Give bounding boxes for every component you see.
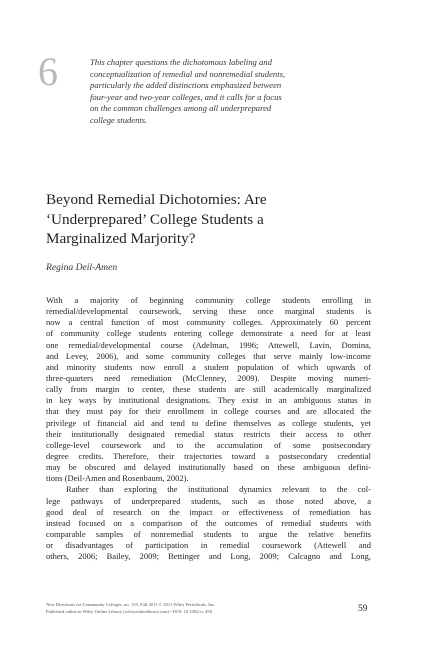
title-line: Marginalized Marjority? <box>46 230 196 247</box>
body-line: one remedial/developmental course (Adelman, 1996; Attewell, Lavin, Domina, <box>46 339 371 350</box>
body-line: or disadvantages of participation in remedial coursework (Attewell and <box>46 540 371 551</box>
body-line: instead focused on a comparison of the outcomes of remedial students with <box>46 517 371 528</box>
author-name: Regina Deil-Amen <box>46 262 118 273</box>
title-line: Beyond Remedial Dichotomies: Are <box>46 191 267 208</box>
body-line: college-level coursework and to the accumulation of some postsecondary <box>46 439 371 450</box>
body-line: three-quarters need remediation (McClenney, 2009). Despite moving numeri- <box>46 372 371 383</box>
body-line: tions (Deil-Amen and Rosenbaum, 2002). <box>46 473 189 484</box>
body-line: now a central function of most community colleges. Approximately 60 percent <box>46 317 371 328</box>
body-line: With a majority of beginning community college students enrolling in <box>46 295 371 305</box>
page-number: 59 <box>358 604 368 614</box>
body-line: privilege of financial aid and tend to define themselves as college students, yet <box>46 417 371 428</box>
page-footer <box>46 601 376 615</box>
paragraph-2 <box>46 484 371 562</box>
body-line: in key ways by institutional designations. They exist in an ambiguous status in <box>46 395 371 406</box>
body-line: of community college students entering college demonstrate a need for at least <box>46 328 371 339</box>
abstract-line: particularly the added distinctions emphasized between <box>90 80 282 91</box>
chapter-number: 6 <box>38 49 58 94</box>
footer-doi-line: Published online in Wiley Online Library (wileyonlinelibrary.com) • DOI: 10.1002/cc.458 <box>46 609 212 614</box>
body-line: Rather than exploring the institutional dynamics relevant to the col- <box>66 484 371 495</box>
abstract-line: college students. <box>90 114 148 125</box>
body-line: their institutionally designated remedial status restricts their access to other <box>46 428 371 439</box>
title-line: ‘Underprepared’ College Students a <box>46 210 264 228</box>
chapter-title <box>46 190 386 249</box>
body-line: degree credits. Therefore, their trajectories toward a postsecondary credential <box>46 450 371 461</box>
body-line: good deal of research on the impact or effectiveness of remediation has <box>46 506 371 517</box>
paragraph-1 <box>46 295 371 484</box>
body-line: that they must pay for their enrollment in college courses and are allocated the <box>46 406 371 417</box>
body-text <box>46 295 371 562</box>
body-line: may be obscured and delayed institutionally based on these ambiguous defini- <box>46 462 371 473</box>
abstract-line: This chapter questions the dichotomous labeling and <box>90 57 272 67</box>
body-line: others, 2006; Bailey, 2009; Bettinger and Long, 2009; Calcagno and Long, <box>46 551 371 562</box>
footer-publication-line: New Directions for Community Colleges, no. 155, Fall 2011 © 2011 Wiley Periodicals, Inc. <box>46 602 216 607</box>
body-line: and minority students now enroll a student population of which upwards of <box>46 361 371 372</box>
abstract-line: conceptualization of remedial and nonremedial students, <box>90 68 286 79</box>
abstract-line: four-year and two-year colleges, and it calls for a focus <box>90 91 282 102</box>
body-line: lege pathways of underprepared students, such as those noted above, a <box>46 495 371 506</box>
body-line: cally from margin to center, these students are still academically marginalized <box>46 384 371 395</box>
body-line: and Levey, 2006), and some community colleges that serve mainly low-income <box>46 350 371 361</box>
abstract-line: on the common challenges among all underprepared <box>90 103 272 114</box>
body-line: comparable samples of nonremedial students to argue the relative benefits <box>46 528 371 539</box>
body-line: remedial/developmental coursework, serving these once marginal students is <box>46 306 371 317</box>
chapter-abstract <box>90 57 385 127</box>
